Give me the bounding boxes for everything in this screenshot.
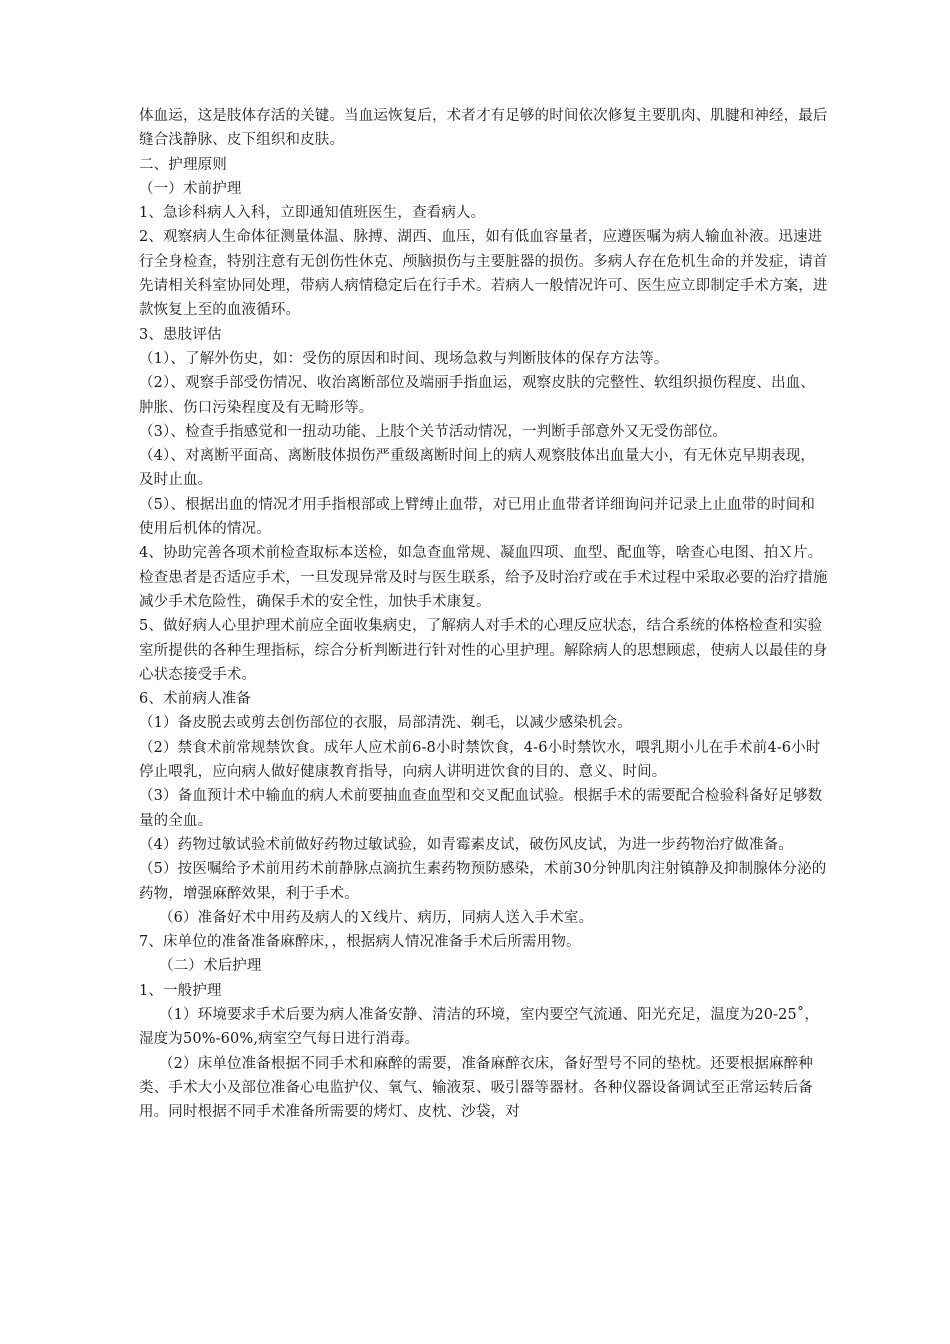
list-item: （2）床单位准备根据不同手术和麻醉的需要，准备麻醉衣床，备好型号不同的垫枕。还要根据麻醉种类、手术大小及部位准备心电监护仪、氧气、输液泵、吸引器等器材。各种仪器设备调试至正常运转后备用。同时根据不同手术准备所需要的烤灯、皮枕、沙袋，对: [139, 1055, 813, 1121]
paragraph-blood-flow: 体血运，这是肢体存活的关键。当血运恢复后，术者才有足够的时间依次修复主要肌肉、肌腱和神经，最后缝合浅静脉、皮下组织和皮肤。: [139, 108, 828, 149]
list-item: （5）按医嘱给予术前用药术前静脉点滴抗生素药物预防感染，术前30分钟肌肉注射镇静及抑制腺体分泌的药物，增强麻醉效果，利于手术。: [139, 861, 827, 902]
list-item: （4）、对离断平面高、离断肢体损伤严重级离断时间上的病人观察肢体出血量大小，有无休克早期表现，及时止血。: [139, 448, 816, 489]
list-item: （4）药物过敏试验术前做好药物过敏试验，如青霉素皮试，破伤风皮试，为进一步药物治疗做准备。: [139, 836, 793, 853]
list-item: （3）备血预计术中输血的病人术前要抽血查血型和交叉配血试验。根据手术的需要配合检验科备好足够数量的全血。: [139, 788, 823, 829]
subheading-patient-prep: 6、术前病人准备: [139, 691, 251, 708]
subheading-postop-care: （二）术后护理: [159, 958, 262, 975]
list-item: 7、床单位的准备准备麻醉床，，根据病人情况准备手术后所需用物。: [139, 934, 581, 951]
document-body: [139, 104, 829, 1124]
list-item: 1、急诊科病人入科，立即通知值班医生，查看病人。: [139, 205, 486, 222]
list-item: 5、做好病人心里护理术前应全面收集病史，了解病人对手术的心理反应状态，结合系统的体格检查和实验室所提供的各种生理指标，综合分析判断进行针对性的心里护理。解除病人的思想顾虑，使病人以最佳的身心状态接受手术。: [139, 618, 828, 683]
subheading-limb-assessment: 3、患肢评估: [139, 326, 222, 343]
list-item: 2、观察病人生命体征测量体温、脉搏、湖西、血压，如有低血容量者，应遵医嘱为病人输血补液。迅速进行全身检查，特别注意有无创伤性休克、颅脑损伤与主要脏器的损伤。多病人存在危机生命的并发症，请首先请相关科室协同处理，带病人病情稳定后在行手术。若病人一般情况许可、医生应立即制定手术方案，进款恢复上至的血液循环。: [139, 229, 828, 319]
list-item: （1）、了解外伤史，如：受伤的原因和时间、现场急救与判断肢体的保存方法等。: [139, 350, 669, 367]
list-item: 4、协助完善各项术前检查取标本送检，如急查血常规、凝血四项、血型、配血等，啥查心电图、拍Ｘ片。检查患者是否适应手术，一旦发现异常及时与医生联系，给予及时治疗或在手术过程中采取必要的治疗措施减少手术危险性，确保手术的安全性，加快手术康复。: [139, 545, 828, 610]
list-item: （3）、检查手指感觉和一扭动功能、上肢个关节活动情况，一判断手部意外又无受伤部位。: [139, 423, 728, 440]
subheading-general-care: 1、一般护理: [139, 982, 222, 999]
list-item: （2）禁食术前常规禁饮食。成年人应术前6-8小时禁饮食，4-6小时禁饮水，喂乳期小儿在手术前4-6小时停止喂乳，应向病人做好健康教育指导，向病人讲明进饮食的目的、意义、时间。: [139, 739, 821, 781]
list-item: （5）、根据出血的情况才用手指根部或上臂缚止血带，对已用止血带者详细询问并记录上止血带的时间和使用后机体的情况。: [139, 496, 816, 538]
list-item: （2）、观察手部受伤情况、收治离断部位及端丽手指血运，观察皮肤的完整性、软组织损伤程度、出血、肿胀、伤口污染程度及有无畸形等。: [139, 375, 816, 416]
heading-nursing-principles: 二、护理原则: [139, 156, 227, 173]
list-item: （1）备皮脱去或剪去创伤部位的衣服，局部清洗、剃毛，以减少感染机会。: [139, 715, 632, 732]
subheading-preop-care: （一）术前护理: [139, 180, 242, 197]
list-item: （1）环境要求手术后要为病人准备安静、清洁的环境，室内要空气流通、阳光充足，温度为20-25˚，湿度为50%-60%,病室空气每日进行消毒。: [139, 1006, 819, 1048]
list-item: （6）准备好术中用药及病人的Ｘ线片、病历，同病人送入手术室。: [159, 909, 594, 926]
